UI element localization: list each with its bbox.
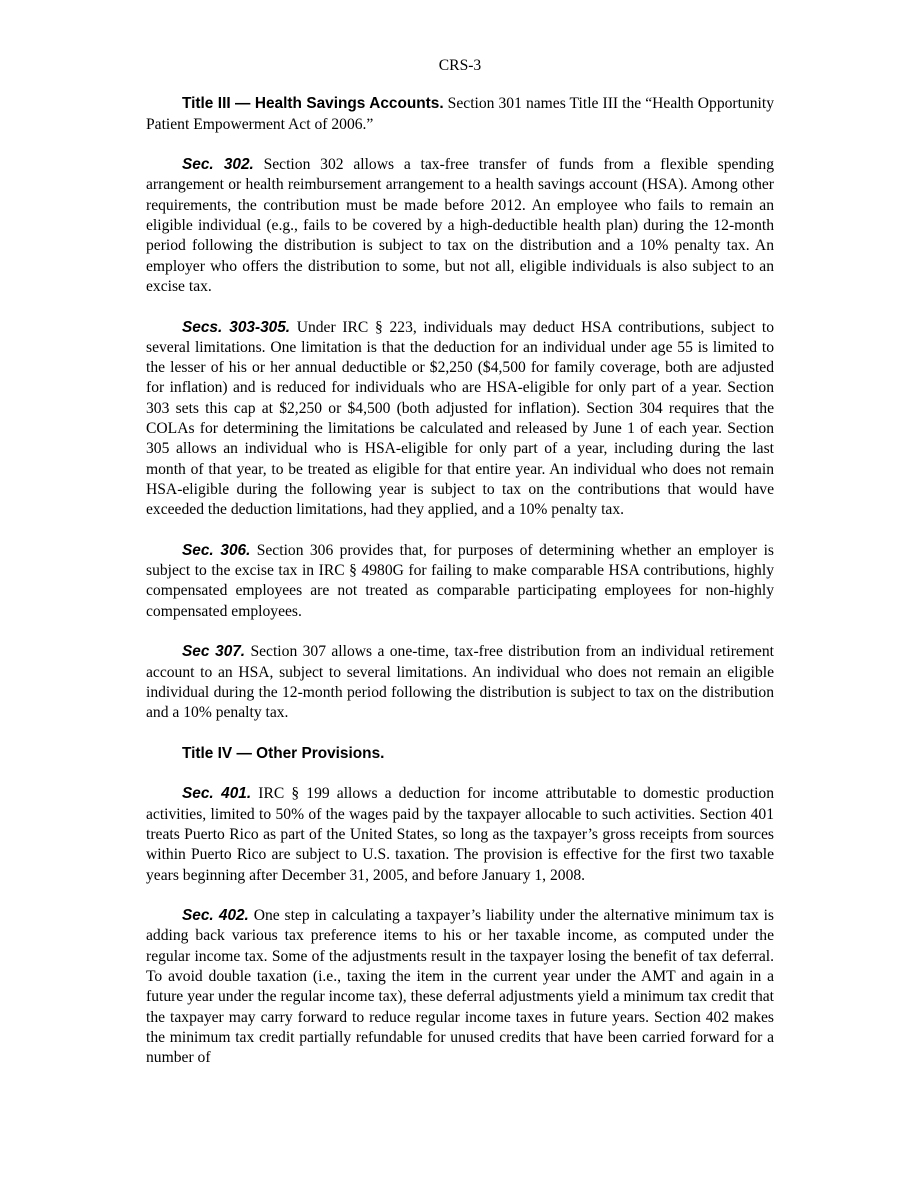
paragraph-lead: Sec. 306. bbox=[182, 541, 251, 559]
paragraph-title-iii bbox=[146, 94, 774, 135]
paragraph-lead: Title III — Health Savings Accounts. bbox=[182, 95, 444, 113]
paragraph-text: One step in calculating a taxpayer’s liability under the alternative minimum tax is adding back various tax preference items to his or her taxable income, as computed under the regular income tax. Some of the adjustments result in the taxpayer losing the benefit of tax deferral. To avoid double taxation (i.e., taxing the item in the current year under the AMT and again in a future year under the regular income tax), these deferral adjustments yield a minimum tax credit that the taxpayer may carry forward to reduce regular income taxes in future years. Section 402 makes the minimum tax credit partially refundable for unused credits that have been carried forward for a number of bbox=[146, 907, 774, 1067]
paragraph-lead: Sec. 302. bbox=[182, 156, 254, 174]
paragraph-lead: Sec. 401. bbox=[182, 785, 252, 803]
paragraph-text: Under IRC § 223, individuals may deduct HSA contributions, subject to several limitations. One limitation is that the deduction for an individual under age 55 is limited to the lesser of his or her annual deductible or $2,250 ($4,500 for family coverage, both are adjusted for inflation) and is reduced for individuals who are HSA-eligible for only part of a year. Section 303 sets this cap at $2,250 or $4,500 (both adjusted for inflation). Section 304 requires that the COLAs for determining the limitations be calculated and released by June 1 of each year. Section 305 allows an individual who is HSA-eligible for only part of a year, including during the last month of that year, to be treated as eligible for that entire year. An individual who does not remain HSA-eligible during the following year is subject to tax on the contributions that would have exceeded the deduction limitations, had they applied, and a 10% penalty tax. bbox=[146, 318, 774, 519]
paragraph-sec-401 bbox=[146, 784, 774, 885]
paragraph-sec-302 bbox=[146, 155, 774, 297]
paragraph-text: Section 302 allows a tax-free transfer of funds from a flexible spending arrangement or health reimbursement arrangement to a health savings account (HSA). Among other requirements, the contribution must be made before 2012. An employee who fails to remain an eligible individual (e.g., fails to be covered by a high-deductible health plan) during the 12-month period following the distribution is subject to tax on the distribution and a 10% penalty tax. An employer who offers the distribution to some, but not all, eligible individuals is also subject to an excise tax. bbox=[146, 156, 774, 295]
paragraph-sec-306 bbox=[146, 541, 774, 622]
paragraph-text: Section 306 provides that, for purposes of determining whether an employer is subject to the excise tax in IRC § 4980G for failing to make comparable HSA contributions, highly compensated employees are not treated as comparable participating employees for non-highly compensated employees. bbox=[146, 541, 774, 620]
paragraph-lead: Sec. 402. bbox=[182, 907, 249, 925]
paragraph-text: Section 307 allows a one-time, tax-free distribution from an individual retirement account to an HSA, subject to several limitations. An individual who does not remain an eligible individual during the 12-month period following the distribution is subject to tax on the distribution and a 10% penalty tax. bbox=[146, 643, 774, 722]
page-number: CRS-3 bbox=[438, 57, 482, 74]
paragraph-text: Section 301 names Title III the “Health Opportunity Patient Empowerment Act of 2006.” bbox=[146, 95, 775, 133]
paragraph-sec-307 bbox=[146, 642, 774, 723]
paragraph-lead: Sec 307. bbox=[182, 643, 246, 661]
document-page bbox=[146, 0, 774, 1069]
paragraph-secs-303-305 bbox=[146, 318, 774, 521]
paragraph-text: IRC § 199 allows a deduction for income attributable to domestic production activities, limited to 50% of the wages paid by the taxpayer allocable to such activities. Section 401 treats Puerto Rico as part of the United States, so long as the taxpayer’s gross receipts from sources within Puerto Rico are subject to U.S. taxation. The provision is effective for the first two taxable years beginning after December 31, 2005, and before January 1, 2008. bbox=[146, 785, 774, 884]
paragraph-lead: Secs. 303-305. bbox=[182, 318, 291, 336]
section-heading-text: Title IV — Other Provisions. bbox=[182, 744, 385, 762]
section-heading-title-iv bbox=[146, 744, 774, 764]
paragraph-sec-402 bbox=[146, 906, 774, 1068]
